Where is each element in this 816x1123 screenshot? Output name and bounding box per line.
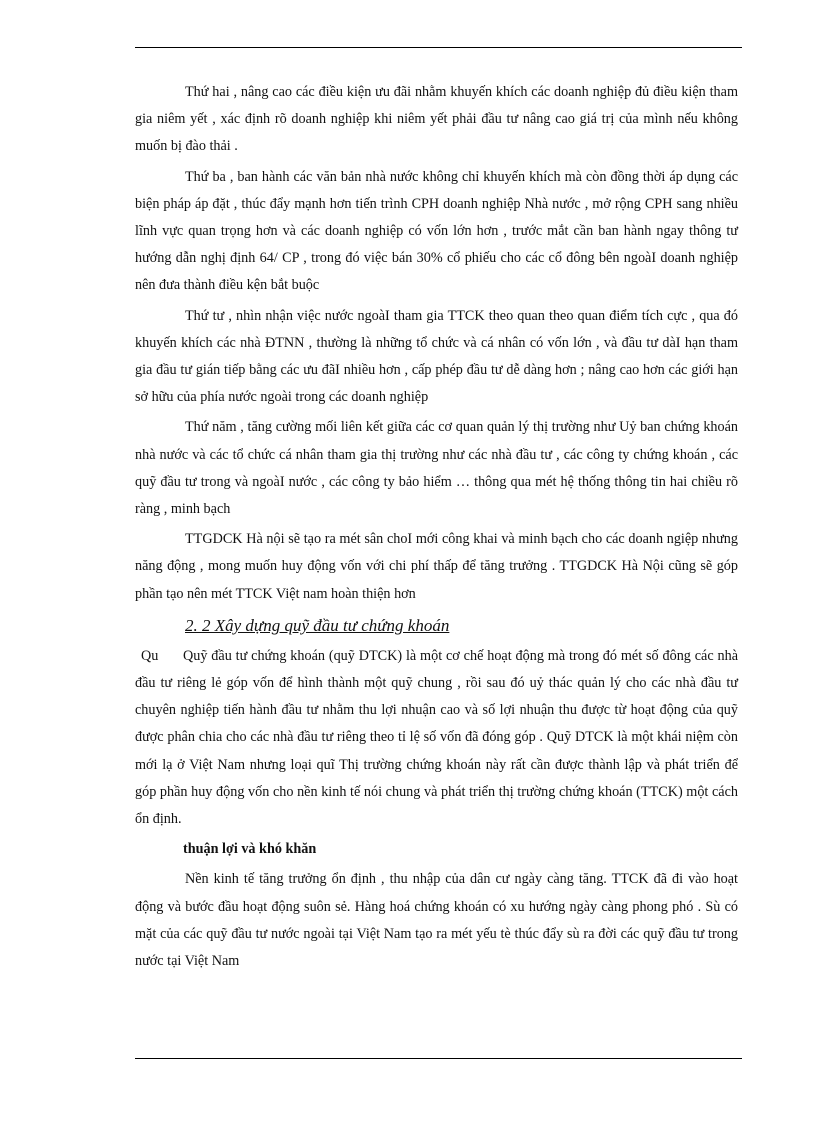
paragraph-thu-tu: Thứ tư , nhìn nhận việc nước ngoàI tham gia TTCK theo quan theo quan điểm tích cực , qua đó khuyến khích các nhà ĐTNN , thường là những tổ chức và cá nhân có vốn lớn , và đầu tư dàI hạn tham gia đầu tư gián tiếp bằng các ưu đãI nhiều hơn , cấp phép đầu tư dễ dàng hơn ; nâng cao hơn các giới hạn sở hữu của phía nước ngoài trong các doanh nghiệp	[135, 307, 738, 406]
paragraph-ttgdck: TTGDCK Hà nội sẽ tạo ra mét sân choI mới công khai và minh bạch cho các doanh ngiệp nhưng năng động , mong muốn huy động vốn với chi phí thấp để tăng trưởng . TTGDCK Hà Nội cũng sẽ góp phần tạo nên mét TTCK Việt nam hoàn thiện hơn	[135, 531, 738, 602]
subheading-thuan-loi: thuận lợi và khó khăn	[183, 841, 317, 858]
qu-label: Qu	[141, 647, 159, 664]
footer-rule	[135, 1058, 742, 1059]
paragraph-nen-kinh-te: Nền kinh tế tăng trưởng ổn định , thu nhập của dân cư ngày càng tăng. TTCK đã đi vào hoạt động và bước đầu hoạt động suôn sẻ. Hàng hoá chứng khoán có xu hướng ngày càng phong phó . Sù có mặt của các quỹ đầu tư nước ngoài tại Việt Nam tạo ra mét yếu tè thúc đẩy sù ra đời các quỹ đầu tư trong nước tại Việt Nam	[135, 871, 738, 970]
paragraph-thu-nam: Thứ năm , tăng cường mối liên kết giữa các cơ quan quản lý thị trường như Uỷ ban chứng khoán nhà nước và các tổ chức cá nhân tham gia thị trường như các nhà đầu tư , các công ty chứng khoán , các quỹ đầu tư trong và ngoàI nước , các công ty bảo hiểm … thông qua mét hệ thống thông tin hai chiều rõ ràng , minh bạch	[135, 419, 738, 518]
quy-dtck-text: Quỹ đầu tư chứng khoán (quỹ DTCK) là một cơ chế hoạt động mà trong đó mét số đông các nhà đầu tư riêng lẻ góp vốn để hình thành một quỹ chung , rồi sau đó uỷ thác quản lý cho các nhà đầu tư chuyên nghiệp tiến hành đầu tư nhằm thu lợi nhuận cao và số lợi nhuận thu được từ hoạt động của quỹ được phân chia cho các nhà đầu tư riêng theo tỉ lệ số vốn đã đóng góp . Quỹ DTCK là một khái niệm còn mới lạ ở Việt Nam nhưng loại quĩ Thị trường chứng khoán này rất cần được thành lập và phát triển để góp phần huy động vốn cho nền kinh tế nói chung và phát triển thị trường chứng khoán (TTCK) một cách ổn định.	[135, 647, 738, 828]
header-rule	[135, 47, 742, 48]
paragraph-thu-hai: Thứ hai , nâng cao các điều kiện ưu đãi nhằm khuyến khích các doanh nghiệp đủ điều kiện tham gia niêm yết , xác định rõ doanh nghiệp khi niêm yết phải đầu tư nâng cao giá trị của mình nếu không muốn bị đào thải .	[135, 84, 738, 155]
section-heading: 2. 2 Xây dựng quỹ đầu tư chứng khoán	[185, 615, 450, 635]
paragraph-thu-ba: Thứ ba , ban hành các văn bản nhà nước không chỉ khuyến khích mà còn đồng thời áp dụng các biện pháp áp đặt , thúc đẩy mạnh hơn tiến trình CPH doanh nghiệp Nhà nước , mở rộng CPH sang nhiều lĩnh vực quan trọng hơn và các doanh nghiệp có vốn lớn hơn , trước mắt cần ban hành ngay thông tư hướng dẫn nghị định 64/ CP , trong đó việc bán 30% cổ phiếu cho các cổ đông bên ngoàI doanh nghiệp nên đưa thành điều kện bắt buộc	[135, 168, 738, 294]
document-body	[135, 79, 738, 978]
paragraph-quy-dtck	[135, 643, 738, 833]
